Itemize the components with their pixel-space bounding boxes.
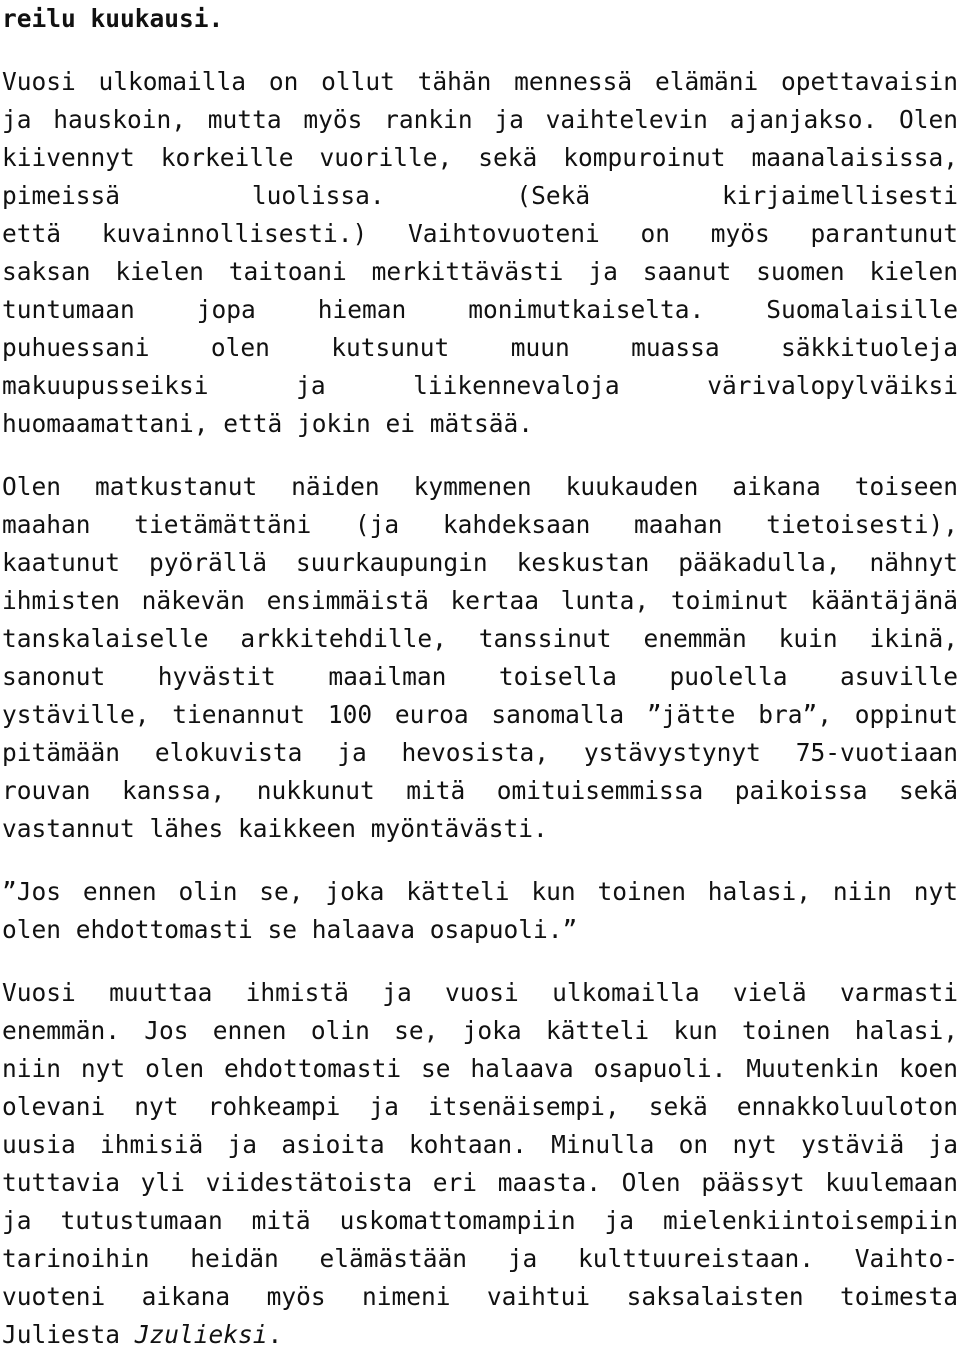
- text-line: kiivennyt korkeille vuorille, sekä kompuroinut maanalaisissa,: [2, 143, 958, 172]
- paragraph-3: [2, 974, 958, 1316]
- text-line: Olen matkustanut näiden kymmenen kuukauden aikana toiseen: [2, 472, 958, 501]
- text-line: pimeissä luolissa. (Sekä kirjaimellisesti: [2, 181, 958, 210]
- text-line: ystäville, tienannut 100 euroa sanomalla ”jätte bra”, oppinut: [2, 700, 958, 729]
- last-line: [2, 1316, 958, 1354]
- paragraph-2: [2, 468, 958, 848]
- text-line: tarinoihin heidän elämästään ja kulttuureistaan. Vaihto-: [2, 1244, 958, 1273]
- italic-name: Jzulieksi: [134, 1320, 268, 1349]
- paragraph-gap: [2, 38, 958, 63]
- text-line: maahan tietämättäni (ja kahdeksaan maahan tietoisesti),: [2, 510, 958, 539]
- paragraph-gap: [2, 949, 958, 974]
- text-line: Vuosi muuttaa ihmistä ja vuosi ulkomailla vielä varmasti: [2, 978, 958, 1007]
- text-line: tanskalaiselle arkkitehdille, tanssinut enemmän kuin ikinä,: [2, 624, 958, 653]
- text-line: saksan kielen taitoani merkittävästi ja saanut suomen kielen: [2, 257, 958, 286]
- text-line: niin nyt olen ehdottomasti se halaava osapuoli. Muutenkin koen: [2, 1054, 958, 1083]
- heading-line: reilu kuukausi.: [2, 4, 224, 33]
- text-line: ja tutustumaan mitä uskomattomampiin ja mielenkiintoisempiin: [2, 1206, 958, 1235]
- paragraph-gap: [2, 443, 958, 468]
- text-line: olen ehdottomasti se halaava osapuoli.”: [2, 915, 578, 944]
- paragraph-1: [2, 63, 958, 443]
- paragraph-gap: [2, 848, 958, 873]
- quote-paragraph: [2, 873, 958, 949]
- text-line: olevani nyt rohkeampi ja itsenäisempi, sekä ennakkoluuloton: [2, 1092, 958, 1121]
- text-line: rouvan kanssa, nukkunut mitä omituisemmissa paikoissa sekä: [2, 776, 958, 805]
- document-page: [2, 0, 958, 1354]
- text-line: tuttavia yli viidestätoista eri maasta. Olen päässyt kuulemaan: [2, 1168, 958, 1197]
- text-line: vuoteni aikana myös nimeni vaihtui saksalaisten toimesta: [2, 1282, 958, 1311]
- last-line-suffix: .: [267, 1320, 283, 1349]
- last-line-prefix: Juliesta: [2, 1320, 135, 1349]
- text-line: vastannut lähes kaikkeen myöntävästi.: [2, 814, 548, 843]
- text-line: tuntumaan jopa hieman monimutkaiselta. Suomalaisille: [2, 295, 958, 324]
- text-line: enemmän. Jos ennen olin se, joka kätteli kun toinen halasi,: [2, 1016, 958, 1045]
- text-line: kaatunut pyörällä suurkaupungin keskustan pääkadulla, nähnyt: [2, 548, 958, 577]
- text-line: sanonut hyvästit maailman toisella puolella asuville: [2, 662, 958, 691]
- text-line: Vuosi ulkomailla on ollut tähän mennessä elämäni opettavaisin: [2, 67, 958, 96]
- text-line: puhuessani olen kutsunut muun muassa säkkituoleja: [2, 333, 958, 362]
- text-line: että kuvainnollisesti.) Vaihtovuoteni on myös parantunut: [2, 219, 958, 248]
- text-line: ”Jos ennen olin se, joka kätteli kun toinen halasi, niin nyt: [2, 877, 958, 906]
- text-line: pitämään elokuvista ja hevosista, ystävystynyt 75-vuotiaan: [2, 738, 958, 767]
- text-line: ja hauskoin, mutta myös rankin ja vaihtelevin ajanjakso. Olen: [2, 105, 958, 134]
- text-line: uusia ihmisiä ja asioita kohtaan. Minulla on nyt ystäviä ja: [2, 1130, 958, 1159]
- text-line: makuupusseiksi ja liikennevaloja värivalopylväiksi: [2, 371, 958, 400]
- text-line: huomaamattani, että jokin ei mätsää.: [2, 409, 534, 438]
- text-line: ihmisten näkevän ensimmäistä kertaa lunta, toiminut kääntäjänä: [2, 586, 958, 615]
